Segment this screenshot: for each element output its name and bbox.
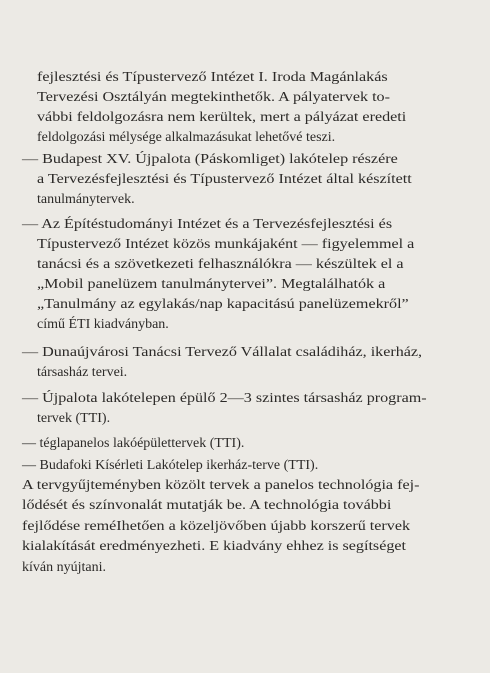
text-line-23: kialakítását eredményezheti. E kiadvány ehhez is segítséget	[22, 539, 407, 554]
text-line-14: — Dunaújvárosi Tanácsi Tervező Vállalat családiház, ikerház,	[22, 345, 423, 360]
text-line-19: — Budafoki Kísérleti Lakótelep ikerház-terve (TTI).	[22, 458, 319, 473]
text-line-7: tanulmánytervek.	[37, 192, 135, 207]
text-line-1: fejlesztési és Típustervező Intézet I. Iroda Magánlakás	[37, 70, 388, 85]
text-line-6: a Tervezésfejlesztési és Típustervező Intézet által készített	[37, 172, 412, 187]
text-line-15: társasház tervei.	[37, 365, 128, 380]
text-line-3: vábbi feldolgozásra nem kerültek, mert a pályázat eredeti	[37, 110, 407, 125]
text-line-18: — téglapanelos lakóépülettervek (TTI).	[22, 436, 245, 451]
text-line-8: — Az Építéstudományi Intézet és a Tervezésfejlesztési és	[22, 217, 393, 232]
text-line-24: kíván nyújtani.	[22, 560, 106, 575]
text-line-21: lődését és színvonalát mutatják be. A technológia további	[22, 498, 392, 513]
text-line-5: — Budapest XV. Újpalota (Páskomliget) lakótelep részére	[22, 152, 398, 167]
text-line-17: tervek (TTI).	[37, 411, 111, 426]
text-line-10: tanácsi és a szövetkezeti felhasználókra — készültek el a	[37, 257, 404, 272]
text-line-16: — Újpalota lakótelepen épülő 2—3 szintes társasház program-	[22, 391, 427, 406]
text-line-9: Típustervező Intézet közös munkájaként — figyelemmel a	[37, 237, 415, 252]
text-line-4: feldolgozási mélysége alkalmazásukat lehetővé teszi.	[37, 130, 336, 145]
text-line-11: „Mobil panelüzem tanulmánytervei”. Megtalálhatók a	[37, 277, 386, 292]
text-line-13: című ÉTI kiadványban.	[37, 317, 169, 332]
text-line-20: A tervgyűjteményben közölt tervek a panelos technológia fej-	[22, 478, 420, 493]
text-line-12: „Tanulmány az egylakás/nap kapacitású panelüzemekről”	[37, 297, 409, 312]
text-line-2: Tervezési Osztályán megtekinthetők. A pályatervek to-	[37, 90, 390, 105]
text-line-22: fejlődése reméIhetően a közeljövőben újabb korszerű tervek	[22, 519, 411, 534]
